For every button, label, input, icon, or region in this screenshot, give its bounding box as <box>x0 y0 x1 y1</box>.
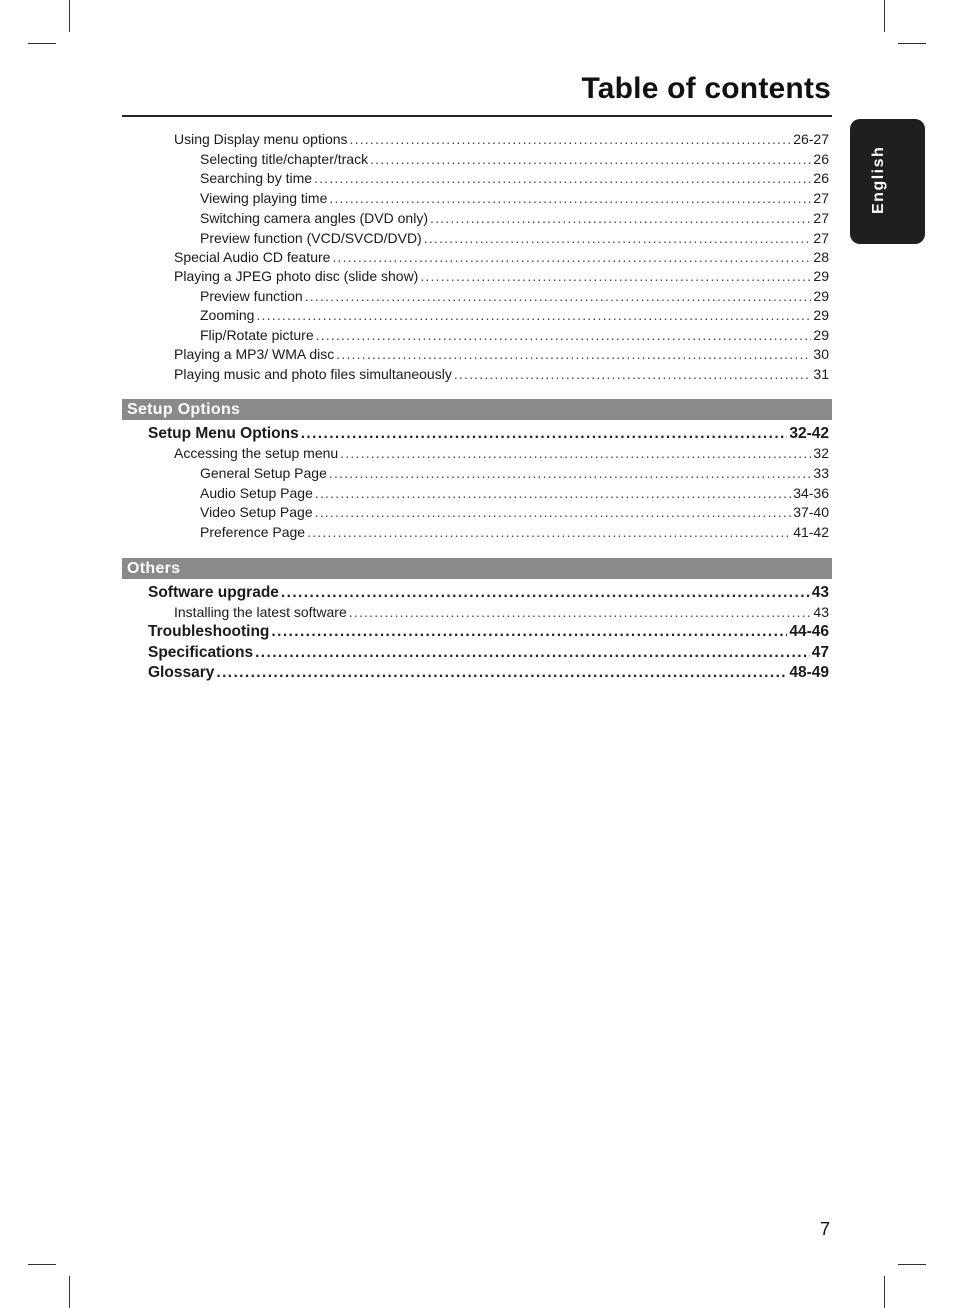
toc-entry-page: 32 <box>813 445 829 461</box>
toc-entry[interactable] <box>174 346 829 362</box>
toc-entry-label: Preview function (VCD/SVCD/DVD) <box>200 230 422 246</box>
section-heading-others: Others <box>122 558 832 579</box>
section-heading-setup-options: Setup Options <box>122 399 832 420</box>
dot-leader <box>314 170 811 186</box>
toc-entry[interactable] <box>148 425 829 443</box>
crop-mark <box>69 0 70 32</box>
crop-mark <box>69 1276 70 1308</box>
toc-entry-label: Video Setup Page <box>200 504 313 520</box>
dot-leader <box>316 327 812 343</box>
toc-entry-page: 29 <box>813 307 829 323</box>
toc-entry[interactable] <box>200 190 829 206</box>
dot-leader <box>271 623 787 641</box>
toc-entry-page: 29 <box>813 327 829 343</box>
toc-entry-page: 37-40 <box>793 504 829 520</box>
toc-entry[interactable] <box>200 504 829 520</box>
toc-entry-page: 34-36 <box>793 485 829 501</box>
toc-entry-page: 43 <box>811 584 829 601</box>
toc-entry-page: 48-49 <box>789 664 829 681</box>
language-tab <box>850 119 925 244</box>
toc-entry-page: 30 <box>813 346 829 362</box>
crop-mark <box>28 43 56 44</box>
dot-leader <box>370 151 811 167</box>
toc-entry[interactable] <box>174 604 829 620</box>
crop-mark <box>898 1264 926 1265</box>
toc-entry[interactable] <box>200 327 829 343</box>
toc-entry-label: Using Display menu options <box>174 131 348 147</box>
toc-entry-label: Special Audio CD feature <box>174 249 331 265</box>
toc-entry-page: 41-42 <box>793 524 829 540</box>
dot-leader <box>315 485 791 501</box>
toc-entry-label: Selecting title/chapter/track <box>200 151 369 167</box>
toc-entry-page: 33 <box>813 465 829 481</box>
toc-entry-page: 43 <box>813 604 829 620</box>
toc-entry-label: Audio Setup Page <box>200 485 313 501</box>
toc-entry-page: 27 <box>813 230 829 246</box>
toc-entry[interactable] <box>200 524 829 540</box>
toc-entry-label: Software upgrade <box>148 584 279 601</box>
toc-entry[interactable] <box>148 623 829 641</box>
toc-entry[interactable] <box>200 307 829 323</box>
toc-entry[interactable] <box>200 210 829 226</box>
page-title: Table of contents <box>581 72 831 105</box>
toc-entry-page: 47 <box>811 644 829 661</box>
toc-entry-label: Switching camera angles (DVD only) <box>200 210 428 226</box>
toc-entry-label: Searching by time <box>200 170 313 186</box>
toc-entry-label: Installing the latest software <box>174 604 347 620</box>
toc-entry[interactable] <box>200 288 829 304</box>
toc-entry-label: Playing music and photo files simultaneously <box>174 366 452 382</box>
toc-entry-label: Troubleshooting <box>148 623 270 640</box>
toc-entry-page: 27 <box>813 190 829 206</box>
title-divider <box>122 115 832 117</box>
page-number: 7 <box>820 1219 831 1239</box>
toc-entry-label: Glossary <box>148 664 215 681</box>
toc-entry-label: Accessing the setup menu <box>174 445 339 461</box>
toc-entry[interactable] <box>148 644 829 662</box>
dot-leader <box>281 584 810 602</box>
dot-leader <box>307 524 791 540</box>
toc-entry[interactable] <box>174 131 829 147</box>
toc-entry-page: 26 <box>813 170 829 186</box>
dot-leader <box>350 131 792 147</box>
toc-entry[interactable] <box>200 485 829 501</box>
language-tab-label: English <box>870 145 887 214</box>
crop-mark <box>28 1264 56 1265</box>
dot-leader <box>340 445 811 461</box>
toc-entry[interactable] <box>148 664 829 682</box>
toc-entry[interactable] <box>148 584 829 602</box>
dot-leader <box>424 230 812 246</box>
toc-entry[interactable] <box>174 366 829 382</box>
crop-mark <box>884 1276 885 1308</box>
toc-entry-page: 44-46 <box>789 623 829 640</box>
toc-entry-label: Specifications <box>148 644 254 661</box>
dot-leader <box>454 366 812 382</box>
toc-entry-page: 31 <box>813 366 829 382</box>
toc-entry-page: 32-42 <box>789 425 829 442</box>
toc-entry-page: 26 <box>813 151 829 167</box>
dot-leader <box>315 504 792 520</box>
dot-leader <box>349 604 812 620</box>
toc-entry-page: 26-27 <box>793 131 829 147</box>
toc-entry-label: Viewing playing time <box>200 190 328 206</box>
toc-entry-page: 28 <box>813 249 829 265</box>
dot-leader <box>336 346 811 362</box>
dot-leader <box>216 664 787 682</box>
toc-entry-page: 29 <box>813 268 829 284</box>
toc-entry-label: Setup Menu Options <box>148 425 299 442</box>
toc-entry-label: Flip/Rotate picture <box>200 327 314 343</box>
dot-leader <box>301 425 788 443</box>
toc-entry[interactable] <box>200 465 829 481</box>
toc-entry-label: Playing a MP3/ WMA disc <box>174 346 335 362</box>
dot-leader <box>256 307 811 323</box>
crop-mark <box>898 43 926 44</box>
toc-entry-label: Preview function <box>200 288 303 304</box>
dot-leader <box>430 210 811 226</box>
toc-entry-label: Preference Page <box>200 524 306 540</box>
dot-leader <box>329 465 812 481</box>
dot-leader <box>420 268 811 284</box>
toc-entry-label: Zooming <box>200 307 255 323</box>
toc-entry-page: 29 <box>813 288 829 304</box>
toc-entry[interactable] <box>200 230 829 246</box>
toc-entry[interactable] <box>200 170 829 186</box>
dot-leader <box>332 249 811 265</box>
toc-entry[interactable] <box>174 249 829 265</box>
crop-mark <box>884 0 885 32</box>
dot-leader <box>255 644 810 662</box>
toc-entry[interactable] <box>174 268 829 284</box>
dot-leader <box>329 190 811 206</box>
toc-entry-label: Playing a JPEG photo disc (slide show) <box>174 268 419 284</box>
toc-entry-label: General Setup Page <box>200 465 327 481</box>
toc-entry[interactable] <box>174 445 829 461</box>
toc-entry[interactable] <box>200 151 829 167</box>
toc-entry-page: 27 <box>813 210 829 226</box>
dot-leader <box>305 288 812 304</box>
